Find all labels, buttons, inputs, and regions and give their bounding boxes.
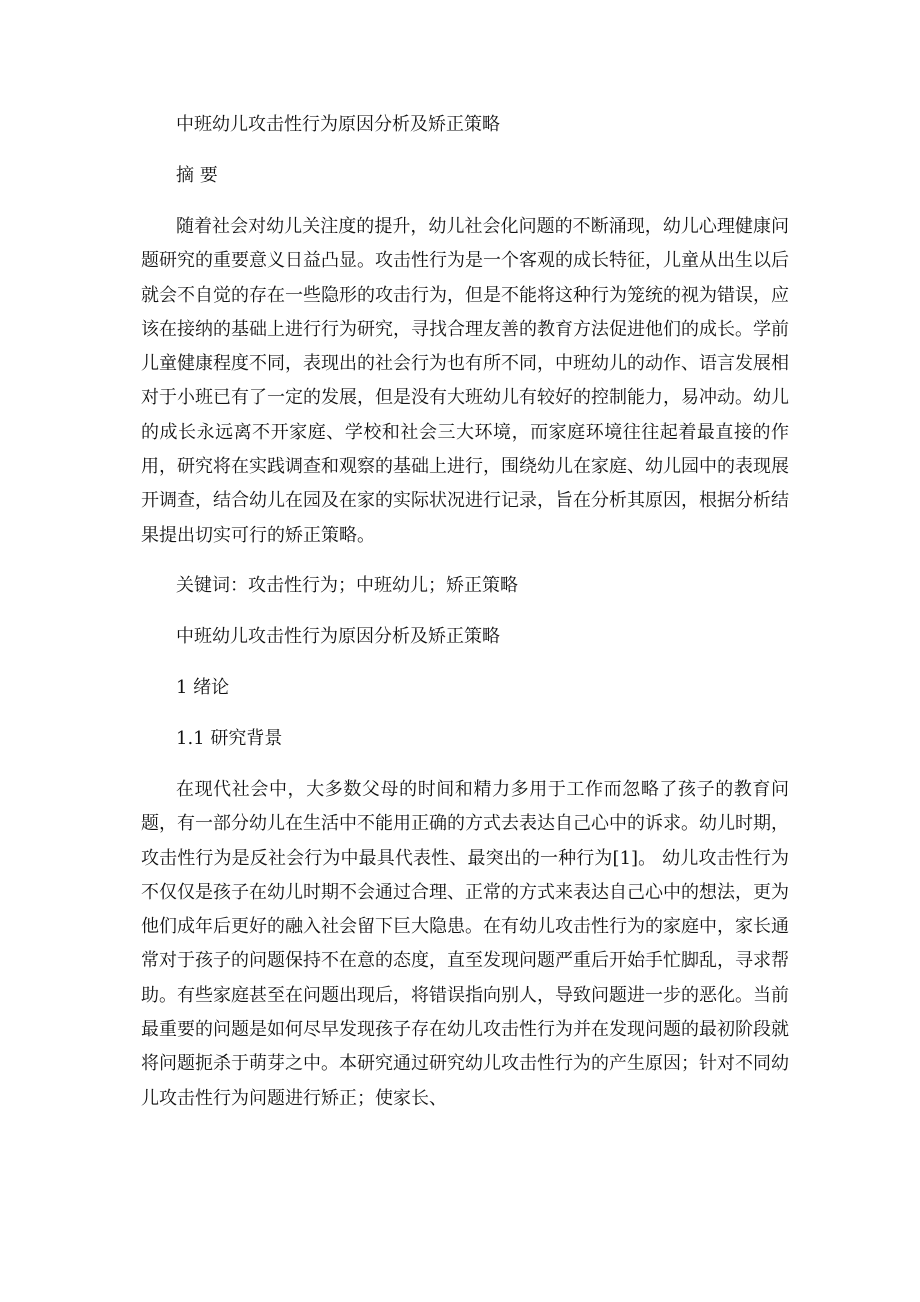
subsection-heading-background: 1.1 研究背景 (176, 727, 283, 749)
abstract-heading: 摘 要 (176, 165, 218, 186)
repeated-title: 中班幼儿攻击性行为原因分析及矫正策略 (176, 625, 500, 647)
document-body (141, 108, 789, 1116)
keywords-line: 关键词：攻击性行为；中班幼儿；矫正策略 (176, 574, 518, 596)
background-paragraph: 在现代社会中，大多数父母的时间和精力多用于工作而忽略了孩子的教育问题，有一部分幼儿在生活中不能用正确的方式去表达自己心中的诉求。幼儿时期，攻击性行为是反社会行为中最具代表性、最突出的一种行为[1]。 幼儿攻击性行为不仅仅是孩子在幼儿时期不会通过合理、正常的方式来表达自己心中的想法，更为他们成年后更好的融入社会留下巨大隐患。在有幼儿攻击性行为的家庭中，家长通常对于孩子的问题保持不在意的态度，直至发现问题严重后开始手忙脚乱，寻求帮助。有些家庭甚至在问题出现后，将错误指向别人，导致问题进一步的恶化。当前最重要的问题是如何尽早发现孩子存在幼儿攻击性行为并在发现问题的最初阶段就将问题扼杀于萌芽之中。本研究通过研究幼儿攻击性行为的产生原因；针对不同幼儿攻击性行为问题进行矫正；使家长、 (141, 778, 789, 1109)
document-title: 中班幼儿攻击性行为原因分析及矫正策略 (176, 114, 500, 135)
abstract-paragraph: 随着社会对幼儿关注度的提升，幼儿社会化问题的不断涌现，幼儿心理健康问题研究的重要意义日益凸显。攻击性行为是一个客观的成长特征，儿童从出生以后就会不自觉的存在一些隐形的攻击行为，但是不能将这种行为笼统的视为错误，应该在接纳的基础上进行行为研究，寻找合理友善的教育方法促进他们的成长。学前儿童健康程度不同，表现出的社会行为也有所不同，中班幼儿的动作、语言发展相对于小班已有了一定的发展，但是没有大班幼儿有较好的控制能力，易冲动。幼儿的成长永远离不开家庭、学校和社会三大环境，而家庭环境往往起着最直接的作用，研究将在实践调查和观察的基础上进行，围绕幼儿在家庭、幼儿园中的表现展开调查，结合幼儿在园及在家的实际状况进行记录，旨在分析其原因，根据分析结果提出切实可行的矫正策略。 (141, 216, 789, 546)
section-heading-introduction: 1 绪论 (176, 676, 230, 698)
